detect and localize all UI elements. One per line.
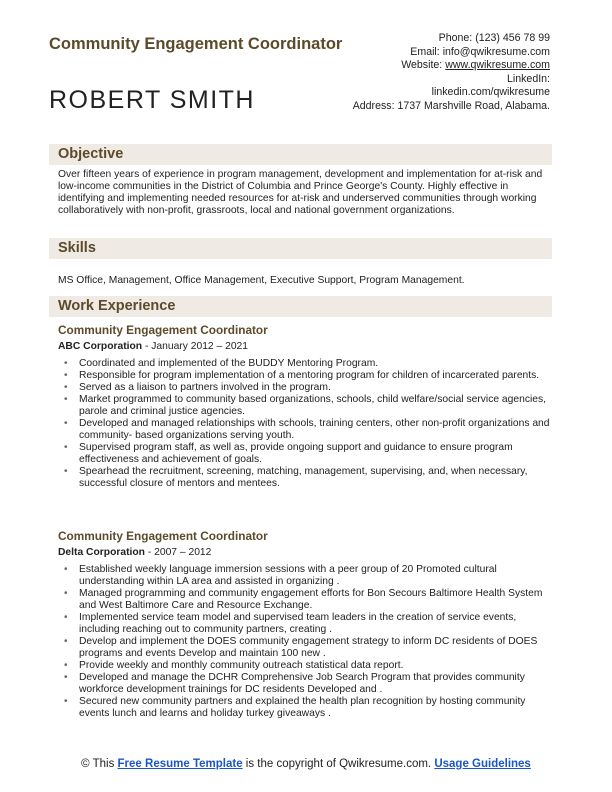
resume-header — [0, 0, 612, 140]
job-2-dates: - 2007 – 2012 — [144, 547, 212, 558]
list-item: • Coordinated and implemented of the BUDDY Mentoring Program. — [58, 358, 558, 370]
list-item: • Responsible for program implementation of a mentoring program for children of incarcerated parents. — [58, 370, 558, 382]
skills-heading: Skills — [49, 238, 552, 259]
list-item: • Spearhead the recruitment, screening, matching, management, supervising, and, when necessary, successful closure of mentors and mentees. — [58, 466, 558, 490]
job-2-title: Community Engagement Coordinator — [58, 529, 268, 543]
contact-email: Email: info@qwikresume.com — [410, 45, 550, 58]
job-1-company-line — [58, 341, 248, 352]
list-item: • Market programmed to community based organizations, schools, child welfare/social service agencies, parole and criminal justice agencies. — [58, 394, 558, 418]
objective-text: Over fifteen years of experience in program management, development and implementation for at-risk and low-income communities in the District of Columbia and Prince George's County. Highly effective in identifying and implementing needed resources for at-risk and underserved communities through working collaboratively with non-profit, grassroots, local and national government organizations. — [58, 169, 543, 216]
list-item: • Managed programming and community engagement efforts for Bon Secours Baltimore Health System and West Baltimore Care and Resource Exchange. — [58, 588, 558, 612]
job-1-company: ABC Corporation — [58, 341, 143, 352]
contact-website: Website: www.qwikresume.com — [401, 59, 550, 71]
job-1-title: Community Engagement Coordinator — [58, 323, 268, 337]
free-resume-template-link[interactable]: Free Resume Template — [117, 758, 243, 770]
list-item: • Developed and managed relationships with schools, training centers, other non-profit organizations and community- based organizations serving youth. — [58, 418, 558, 442]
job-title: Community Engagement Coordinator — [49, 35, 343, 53]
list-item: • Secured new community partners and explained the health plan recognition by hosting community events lunch and learns and holiday turkey giveaways . — [58, 696, 558, 720]
work-experience-heading: Work Experience — [49, 296, 552, 317]
job-2-company: Delta Corporation — [58, 547, 145, 558]
list-item: • Served as a liaison to partners involved in the program. — [58, 382, 558, 394]
list-item: • Develop and implement the DOES community engagement strategy to inform DC residents of DOES programs and events Develop and maintain 100 new . — [58, 636, 558, 660]
candidate-name: ROBERT SMITH — [49, 86, 255, 114]
contact-address: Address: 1737 Marshville Road, Alabama. — [352, 99, 550, 112]
objective-heading: Objective — [49, 144, 552, 165]
website-link[interactable]: www.qwikresume.com — [445, 59, 550, 71]
usage-guidelines-link[interactable]: Usage Guidelines — [434, 758, 531, 770]
list-item: • Supervised program staff, as well as, provide ongoing support and guidance to ensure program effectiveness and achievement of goals. — [58, 442, 558, 466]
contact-linkedin: linkedin.com/qwikresume — [431, 86, 550, 98]
list-item: • Developed and manage the DCHR Comprehensive Job Search Program that provides community workforce development trainings for DC residents Developed and . — [58, 672, 558, 696]
copyright-footer: © This Free Resume Template is the copyright of Qwikresume.com. Usage Guidelines — [81, 758, 531, 770]
job-1-dates: - January 2012 – 2021 — [142, 341, 248, 352]
contact-linkedin-label: LinkedIn: — [507, 72, 550, 85]
contact-phone: Phone: (123) 456 78 99 — [438, 32, 550, 44]
job-2-bullets — [58, 564, 558, 720]
list-item: • Provide weekly and monthly community outreach statistical data report. — [58, 660, 558, 672]
contact-block — [320, 32, 550, 113]
list-item: • Implemented service team model and supervised team leaders in the creation of service events, including reaching out to community partners, creating . — [58, 612, 558, 636]
skills-text: MS Office, Management, Office Management, Executive Support, Program Management. — [58, 275, 465, 286]
job-1-bullets — [58, 358, 558, 490]
job-2-company-line — [58, 547, 211, 558]
list-item: • Established weekly language immersion sessions with a peer group of 20 Promoted cultural understanding within LA area and assisted in organizing . — [58, 564, 558, 588]
